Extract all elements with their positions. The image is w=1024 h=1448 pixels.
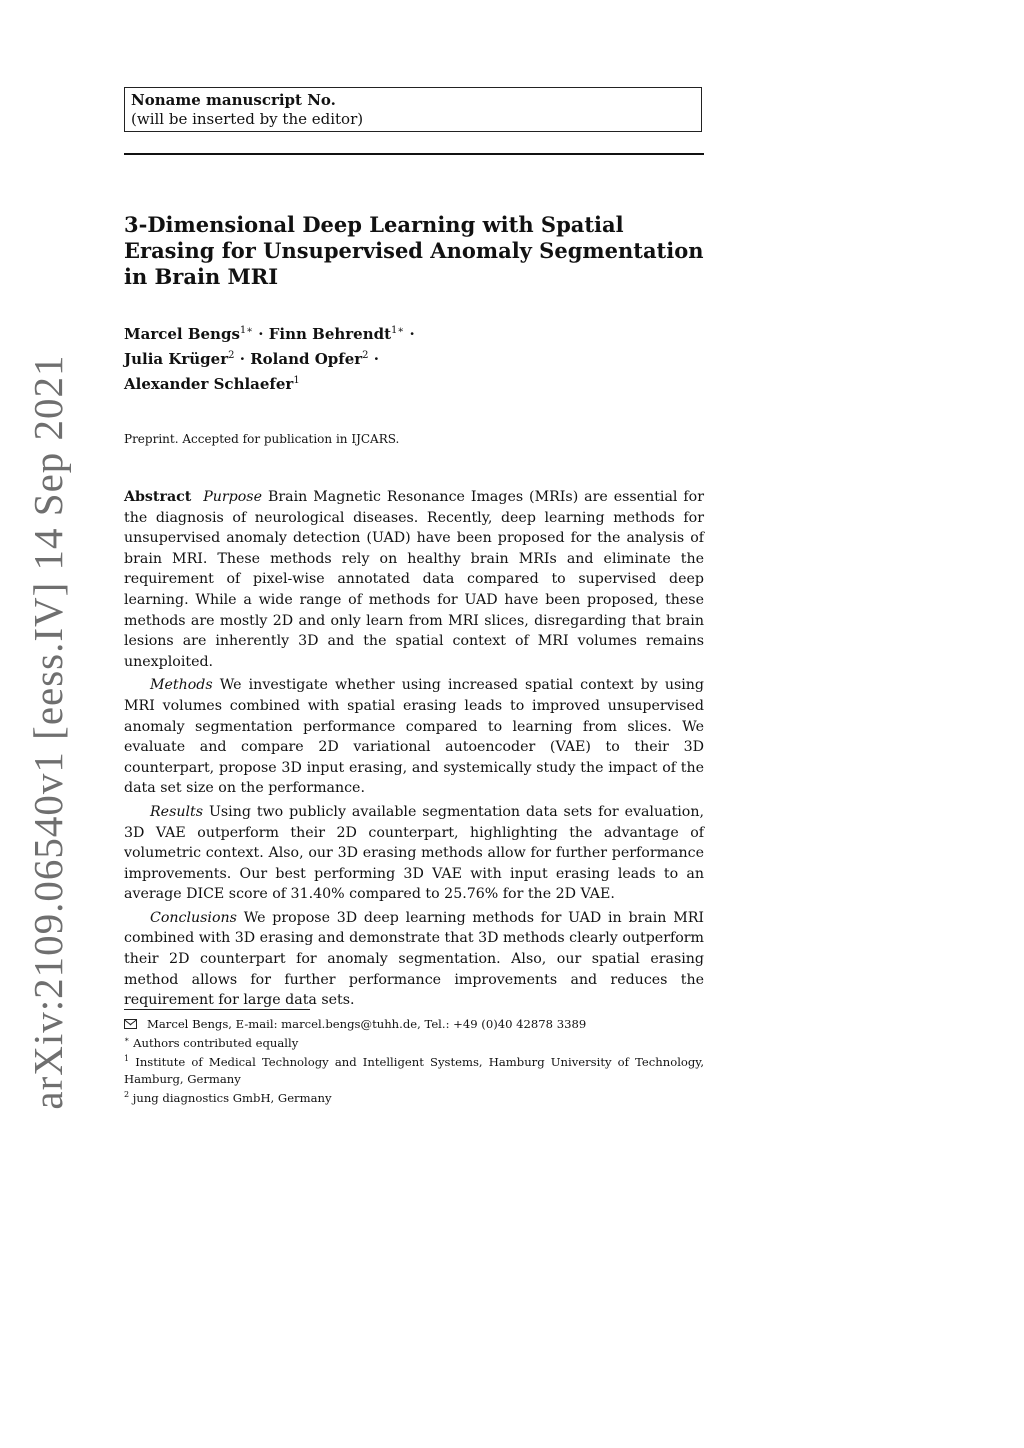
envelope-icon xyxy=(124,1019,137,1029)
results-text: Using two publicly available segmentation data sets for evaluation, 3D VAE outperform their 2D counterpart, highlighting the advantage of volumetric context. Also, our 3D erasing methods allow for further performance improvements. Our best performing 3D VAE with input erasing leads to an average DICE score of 31.40% compared to 25.76% for the 2D VAE. xyxy=(124,803,704,903)
footnotes xyxy=(124,1016,704,1106)
abstract xyxy=(124,487,704,1014)
affiliation-1-text: Institute of Medical Technology and Intelligent Systems, Hamburg University of Technology, Hamburg, Germany xyxy=(124,1055,705,1086)
footnote-equal-contribution xyxy=(124,1032,704,1051)
author-separator: · xyxy=(239,350,245,368)
arxiv-sidebar-stamp: arXiv:2109.06540v1 [eess.IV] 14 Sep 2021 xyxy=(25,354,71,1110)
abstract-purpose-paragraph xyxy=(124,487,704,672)
manuscript-number-box xyxy=(124,87,702,132)
conclusions-label: Conclusions xyxy=(150,909,237,926)
editor-note: (will be inserted by the editor) xyxy=(131,110,364,128)
affiliation-2-text: jung diagnostics GmbH, Germany xyxy=(132,1090,332,1105)
footnote-mark: 1 xyxy=(124,1054,130,1064)
author-separator: · xyxy=(258,325,264,343)
manuscript-number-label: Noname manuscript No. xyxy=(131,91,336,109)
author-separator: · xyxy=(409,325,415,343)
footnote-contact xyxy=(124,1016,704,1032)
author-name: Alexander Schlaefer xyxy=(124,375,294,393)
paper-title: 3-Dimensional Deep Learning with Spatial Erasing for Unsupervised Anomaly Segmentation in Brain MRI xyxy=(124,212,704,289)
abstract-conclusions-paragraph xyxy=(124,908,704,1011)
equal-contribution-text: Authors contributed equally xyxy=(133,1036,299,1051)
author-affiliation-mark: 1∗ xyxy=(391,325,405,336)
footnote-rule xyxy=(124,1009,310,1010)
methods-text: We investigate whether using increased spatial context by using MRI volumes combined with spatial erasing leads to improved unsupervised anomaly segmentation performance compared to learning from slices. We evaluate and compare 2D variational autoencoder (VAE) to their 3D counterpart, propose 3D input erasing, and systemically study the impact of the data set size on the performance. xyxy=(124,677,705,797)
header-rule xyxy=(124,153,704,155)
purpose-label: Purpose xyxy=(203,489,262,505)
author-list xyxy=(124,320,704,395)
contact-text: Marcel Bengs, E-mail: marcel.bengs@tuhh.de, Tel.: +49 (0)40 42878 3389 xyxy=(147,1017,587,1031)
results-label: Results xyxy=(150,803,204,820)
methods-label: Methods xyxy=(150,677,213,694)
conclusions-text: We propose 3D deep learning methods for UAD in brain MRI combined with 3D erasing and demonstrate that 3D methods clearly outperform their 2D counterpart for anomaly segmentation. Also, our spatial erasing method allows for further performance improvements and reduces the requirement for large data sets. xyxy=(124,909,705,1009)
author-affiliation-mark: 2 xyxy=(362,350,369,361)
footnote-mark: ∗ xyxy=(124,1035,130,1045)
purpose-text: Brain Magnetic Resonance Images (MRIs) are essential for the diagnosis of neurological diseases. Recently, deep learning methods for unsupervised anomaly detection (UAD) have been proposed for the analysis of brain MRI. These methods rely on healthy brain MRIs and eliminate the requirement of pixel-wise annotated data compared to supervised deep learning. While a wide range of methods for UAD have been proposed, these methods are mostly 2D and only learn from MRI slices, disregarding that brain lesions are inherently 3D and the spatial context of MRI volumes remains unexploited. xyxy=(124,489,704,670)
author-name: Julia Krüger xyxy=(124,350,229,368)
footnote-affiliation-2 xyxy=(124,1087,704,1106)
author-affiliation-mark: 2 xyxy=(228,350,235,361)
author-affiliation-mark: 1 xyxy=(293,375,300,386)
author-name: Roland Opfer xyxy=(250,350,363,368)
abstract-results-paragraph xyxy=(124,802,704,905)
abstract-methods-paragraph xyxy=(124,675,704,799)
author-separator: · xyxy=(373,350,380,368)
abstract-heading: Abstract xyxy=(124,489,192,505)
footnote-mark: 2 xyxy=(124,1089,130,1099)
footnote-affiliation-1 xyxy=(124,1051,704,1086)
author-name: Finn Behrendt xyxy=(268,325,392,343)
author-name: Marcel Bengs xyxy=(124,325,240,343)
preprint-note: Preprint. Accepted for publication in IJCARS. xyxy=(124,432,400,446)
author-affiliation-mark: 1∗ xyxy=(239,325,254,336)
